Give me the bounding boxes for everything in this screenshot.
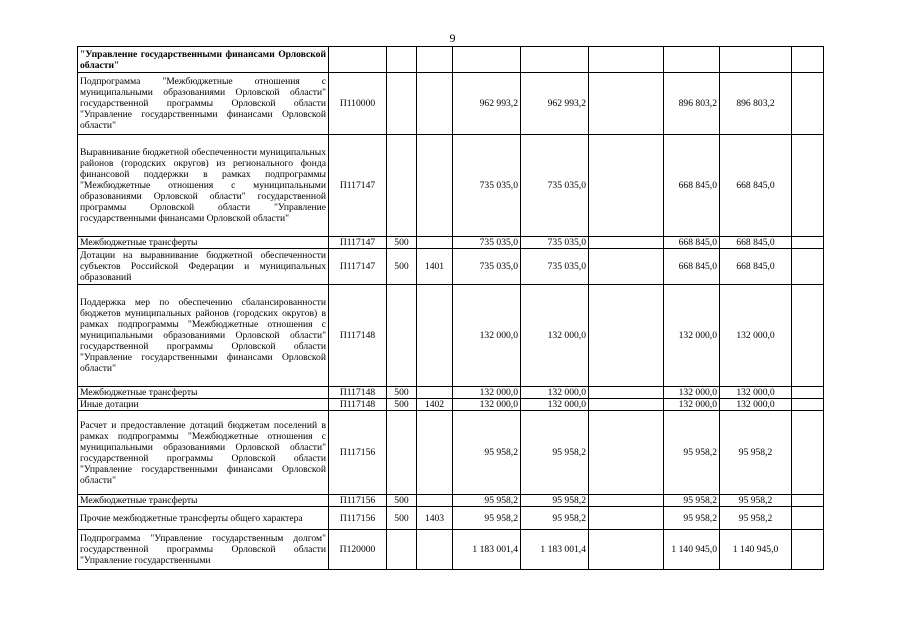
amount-cell-3 <box>589 47 664 73</box>
amount-cell-1: 132 000,0 <box>453 399 521 411</box>
amount-cell-5: 95 958,2 <box>720 507 792 530</box>
amount-cell-3 <box>589 237 664 249</box>
table-row <box>78 47 824 73</box>
target-article-cell <box>329 47 387 73</box>
amount-cell-6 <box>792 135 824 237</box>
table-row <box>78 507 824 530</box>
amount-cell-6 <box>792 249 824 285</box>
item-name-cell: Расчет и предоставление дотаций бюджетам поселений в рамках подпрограммы "Межбюджетные отношения с муниципальными образованиями Орловской области" государственной программы Орловской области "Управление государственными финансами Орловской области" <box>78 411 329 495</box>
amount-cell-5: 896 803,2 <box>720 73 792 135</box>
amount-cell-4: 668 845,0 <box>664 249 720 285</box>
table-row <box>78 249 824 285</box>
section-cell <box>417 135 453 237</box>
amount-cell-2 <box>521 47 589 73</box>
amount-cell-2: 1 183 001,4 <box>521 530 589 570</box>
target-article-cell: П117156 <box>329 495 387 507</box>
item-name-cell: Межбюджетные трансферты <box>78 387 329 399</box>
amount-cell-4: 132 000,0 <box>664 399 720 411</box>
item-name-cell: "Управление государственными финансами Орловской области" <box>78 47 329 73</box>
section-cell <box>417 237 453 249</box>
section-cell <box>417 47 453 73</box>
amount-cell-3 <box>589 73 664 135</box>
expense-type-cell: 500 <box>387 507 417 530</box>
table-row <box>78 135 824 237</box>
amount-cell-5: 132 000,0 <box>720 387 792 399</box>
amount-cell-5: 95 958,2 <box>720 495 792 507</box>
amount-cell-3 <box>589 411 664 495</box>
amount-cell-6 <box>792 411 824 495</box>
target-article-cell: П117147 <box>329 249 387 285</box>
expense-type-cell <box>387 411 417 495</box>
section-cell: 1403 <box>417 507 453 530</box>
amount-cell-2: 735 035,0 <box>521 249 589 285</box>
amount-cell-6 <box>792 507 824 530</box>
target-article-cell: П117156 <box>329 411 387 495</box>
table-row <box>78 495 824 507</box>
section-cell: 1401 <box>417 249 453 285</box>
amount-cell-4: 95 958,2 <box>664 411 720 495</box>
amount-cell-5: 668 845,0 <box>720 135 792 237</box>
target-article-cell: П117148 <box>329 285 387 387</box>
amount-cell-5: 132 000,0 <box>720 285 792 387</box>
table-row <box>78 237 824 249</box>
amount-cell-1 <box>453 47 521 73</box>
target-article-cell: П117147 <box>329 237 387 249</box>
amount-cell-2: 735 035,0 <box>521 237 589 249</box>
item-name-cell: Поддержка мер по обеспечению сбалансированности бюджетов муниципальных районов (городских округов) в рамках подпрограммы "Межбюджетные отношения с муниципальными образованиями Орловской области" государственной программы Орловской области "Управление государственными финансами Орловской области" <box>78 285 329 387</box>
section-cell <box>417 411 453 495</box>
amount-cell-4: 668 845,0 <box>664 237 720 249</box>
expense-type-cell: 500 <box>387 399 417 411</box>
expense-type-cell <box>387 47 417 73</box>
amount-cell-4: 132 000,0 <box>664 387 720 399</box>
amount-cell-1: 735 035,0 <box>453 135 521 237</box>
amount-cell-5 <box>720 47 792 73</box>
item-name-cell: Выравнивание бюджетной обеспеченности муниципальных районов (городских округов) из регионального фонда финансовой поддержки в рамках подпрограммы "Межбюджетные отношения с муниципальными образованиями Орловской области" государственной программы Орловской области "Управление государственными финансами Орловской области" <box>78 135 329 237</box>
target-article-cell: П120000 <box>329 530 387 570</box>
item-name-cell: Подпрограмма "Межбюджетные отношения с муниципальными образованиями Орловской области" государственной программы Орловской области "Управление государственными финансами Орловской области" <box>78 73 329 135</box>
section-cell: 1402 <box>417 399 453 411</box>
amount-cell-1: 962 993,2 <box>453 73 521 135</box>
amount-cell-2: 735 035,0 <box>521 135 589 237</box>
amount-cell-2: 95 958,2 <box>521 411 589 495</box>
amount-cell-2: 132 000,0 <box>521 285 589 387</box>
expense-type-cell <box>387 135 417 237</box>
amount-cell-1: 132 000,0 <box>453 285 521 387</box>
expense-type-cell <box>387 530 417 570</box>
table-row <box>78 530 824 570</box>
amount-cell-5: 668 845,0 <box>720 249 792 285</box>
expense-type-cell <box>387 285 417 387</box>
amount-cell-2: 95 958,2 <box>521 495 589 507</box>
expense-type-cell: 500 <box>387 387 417 399</box>
amount-cell-1: 735 035,0 <box>453 249 521 285</box>
item-name-cell: Межбюджетные трансферты <box>78 237 329 249</box>
target-article-cell: П117148 <box>329 387 387 399</box>
section-cell <box>417 73 453 135</box>
amount-cell-5: 95 958,2 <box>720 411 792 495</box>
amount-cell-6 <box>792 387 824 399</box>
section-cell <box>417 285 453 387</box>
budget-table <box>77 46 824 570</box>
expense-type-cell: 500 <box>387 495 417 507</box>
table-row <box>78 73 824 135</box>
amount-cell-3 <box>589 249 664 285</box>
item-name-cell: Межбюджетные трансферты <box>78 495 329 507</box>
amount-cell-4: 1 140 945,0 <box>664 530 720 570</box>
amount-cell-5: 668 845,0 <box>720 237 792 249</box>
amount-cell-6 <box>792 47 824 73</box>
page-number: 9 <box>449 31 456 45</box>
amount-cell-3 <box>589 399 664 411</box>
amount-cell-1: 95 958,2 <box>453 507 521 530</box>
amount-cell-6 <box>792 237 824 249</box>
section-cell <box>417 387 453 399</box>
table-row <box>78 285 824 387</box>
target-article-cell: П110000 <box>329 73 387 135</box>
amount-cell-2: 962 993,2 <box>521 73 589 135</box>
amount-cell-3 <box>589 387 664 399</box>
amount-cell-3 <box>589 495 664 507</box>
table-body <box>78 47 824 570</box>
amount-cell-4: 95 958,2 <box>664 507 720 530</box>
table-row <box>78 399 824 411</box>
amount-cell-4: 95 958,2 <box>664 495 720 507</box>
section-cell <box>417 530 453 570</box>
table-row <box>78 387 824 399</box>
item-name-cell: Прочие межбюджетные трансферты общего характера <box>78 507 329 530</box>
amount-cell-1: 95 958,2 <box>453 495 521 507</box>
amount-cell-5: 1 140 945,0 <box>720 530 792 570</box>
item-name-cell: Иные дотации <box>78 399 329 411</box>
item-name-cell: Подпрограмма "Управление государственным долгом" государственной программы Орловской области "Управление государственными <box>78 530 329 570</box>
amount-cell-6 <box>792 73 824 135</box>
amount-cell-3 <box>589 135 664 237</box>
amount-cell-1: 95 958,2 <box>453 411 521 495</box>
amount-cell-5: 132 000,0 <box>720 399 792 411</box>
target-article-cell: П117148 <box>329 399 387 411</box>
amount-cell-4: 668 845,0 <box>664 135 720 237</box>
section-cell <box>417 495 453 507</box>
amount-cell-6 <box>792 495 824 507</box>
expense-type-cell: 500 <box>387 249 417 285</box>
amount-cell-2: 132 000,0 <box>521 399 589 411</box>
amount-cell-1: 1 183 001,4 <box>453 530 521 570</box>
amount-cell-6 <box>792 285 824 387</box>
amount-cell-1: 735 035,0 <box>453 237 521 249</box>
amount-cell-2: 132 000,0 <box>521 387 589 399</box>
amount-cell-3 <box>589 530 664 570</box>
amount-cell-6 <box>792 530 824 570</box>
target-article-cell: П117147 <box>329 135 387 237</box>
amount-cell-3 <box>589 285 664 387</box>
item-name-cell: Дотации на выравнивание бюджетной обеспеченности субъектов Российской Федерации и муниципальных образований <box>78 249 329 285</box>
amount-cell-4: 896 803,2 <box>664 73 720 135</box>
amount-cell-4 <box>664 47 720 73</box>
amount-cell-6 <box>792 399 824 411</box>
amount-cell-4: 132 000,0 <box>664 285 720 387</box>
table-row <box>78 411 824 495</box>
expense-type-cell: 500 <box>387 237 417 249</box>
amount-cell-1: 132 000,0 <box>453 387 521 399</box>
target-article-cell: П117156 <box>329 507 387 530</box>
amount-cell-3 <box>589 507 664 530</box>
amount-cell-2: 95 958,2 <box>521 507 589 530</box>
expense-type-cell <box>387 73 417 135</box>
